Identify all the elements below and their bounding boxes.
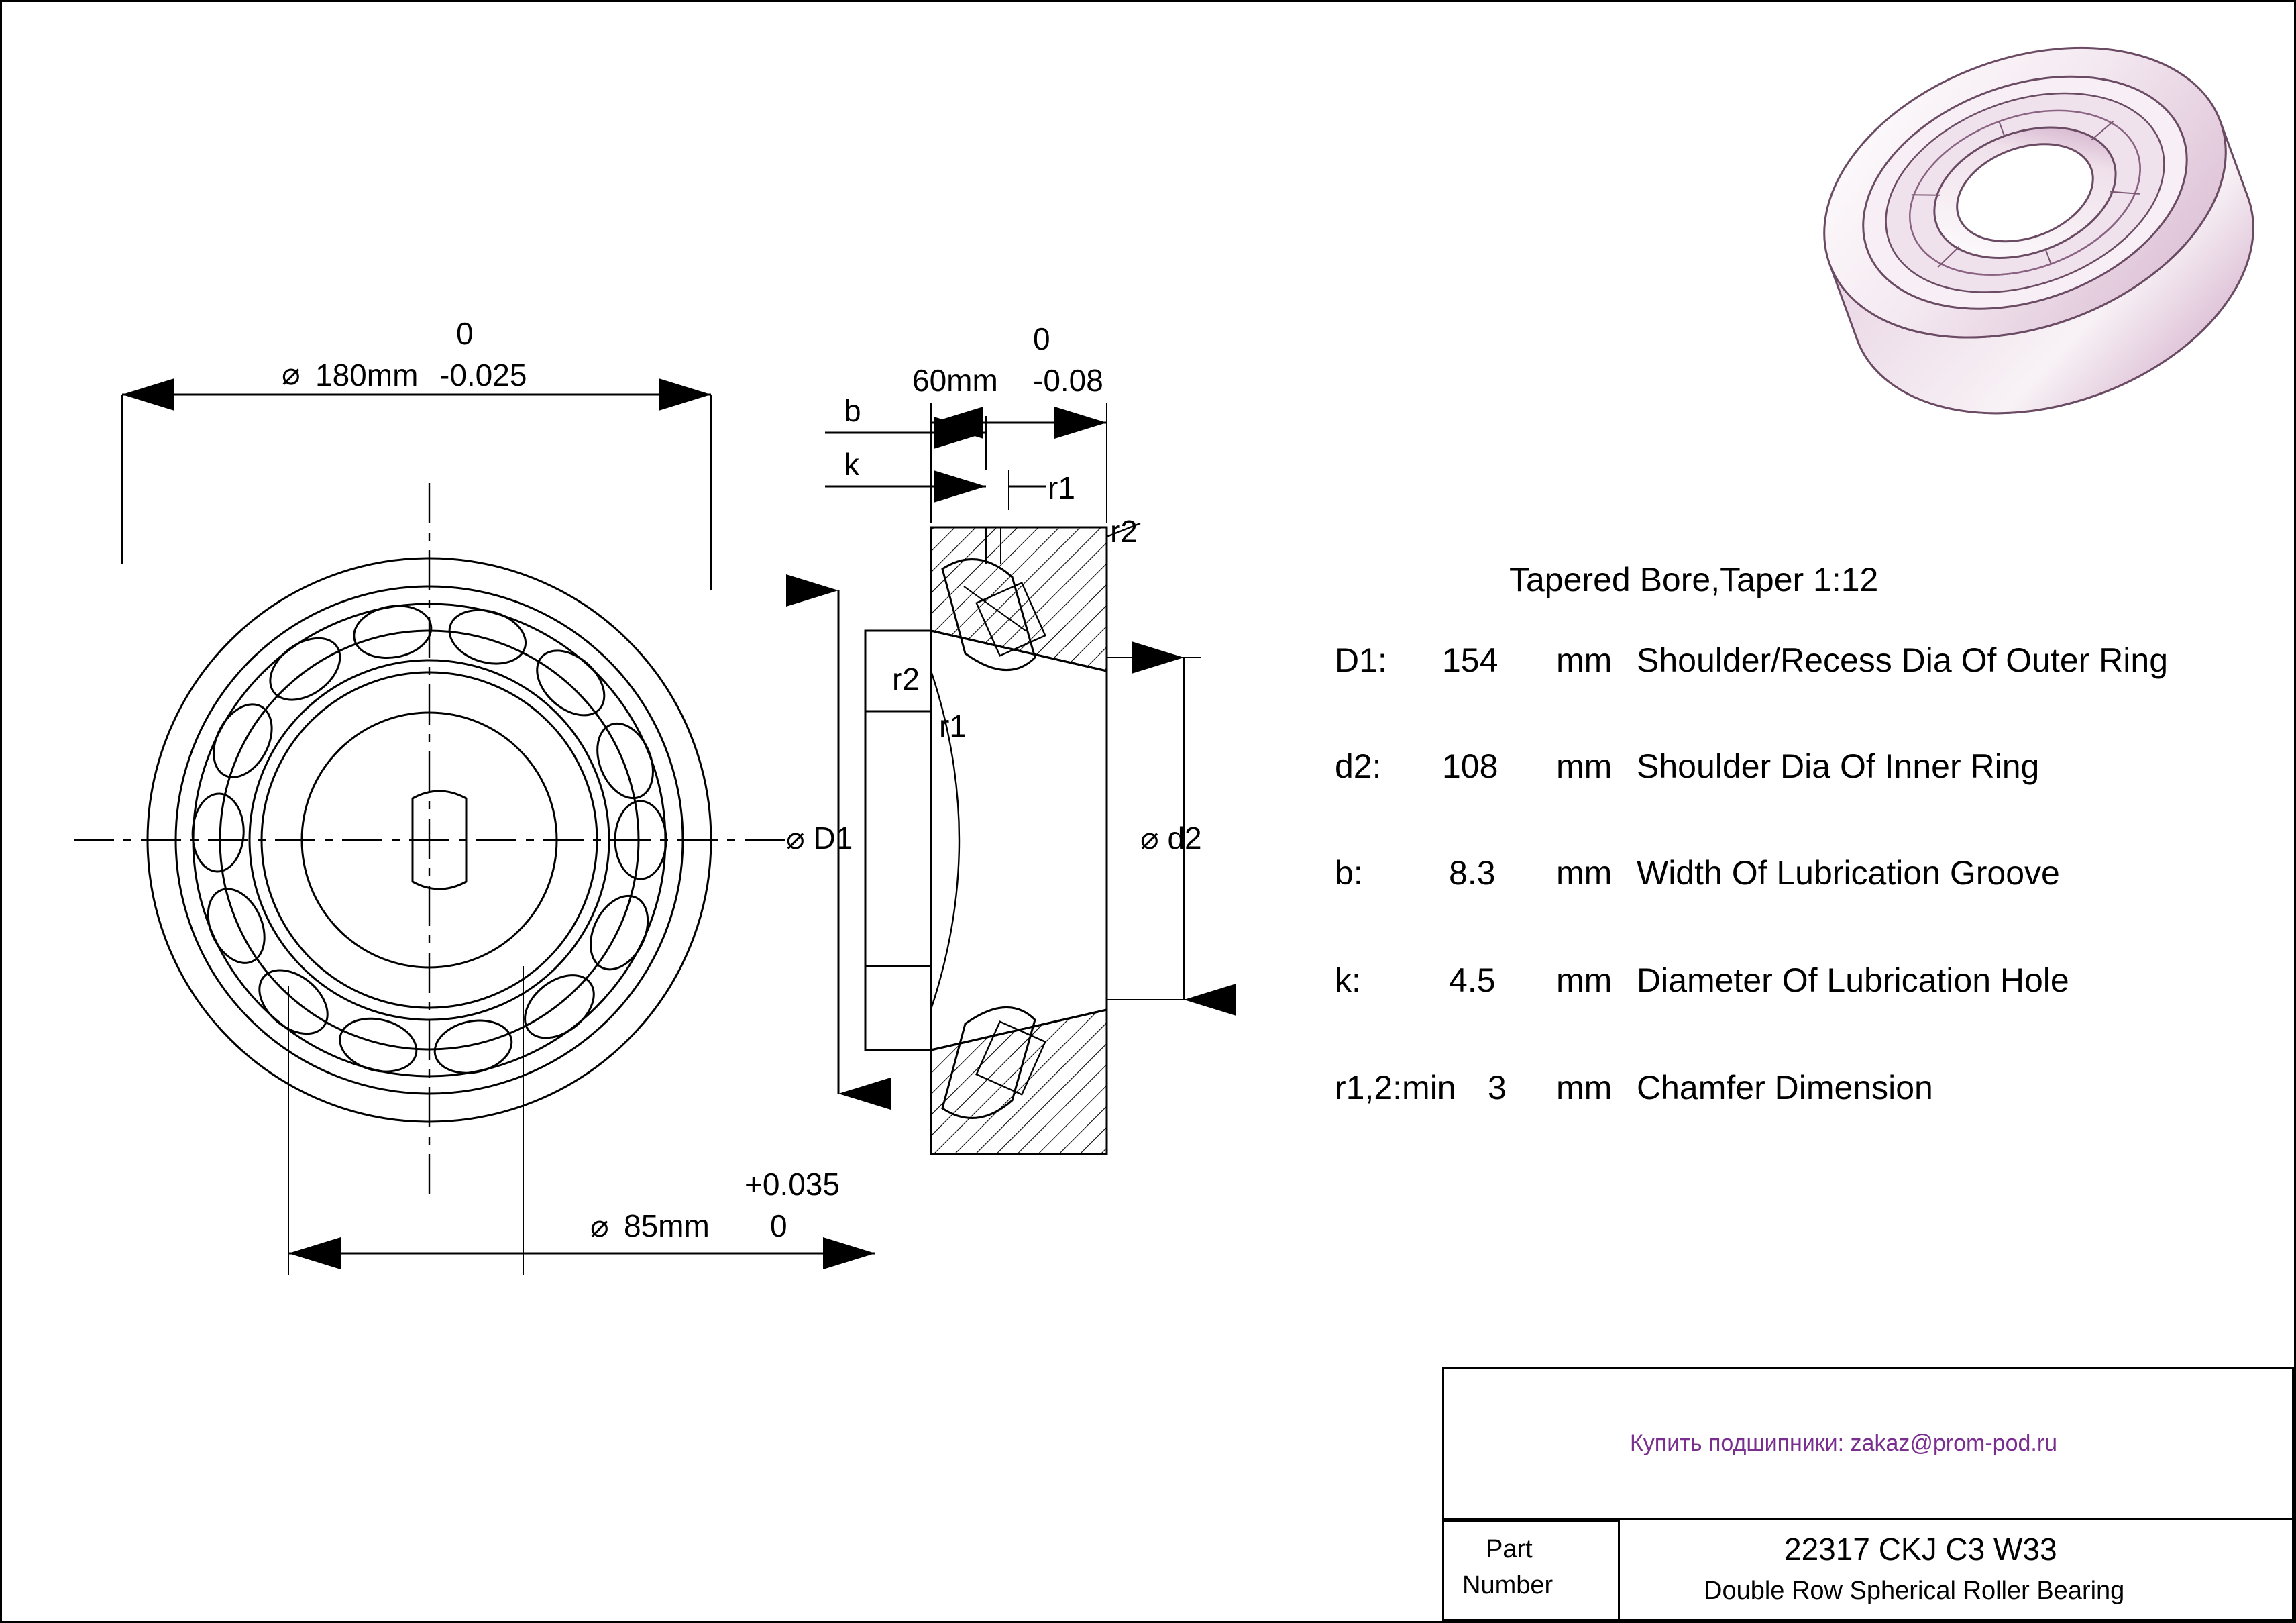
spec-desc-b: Width Of Lubrication Groove — [1637, 854, 2060, 892]
spec-value-r: 3 — [1488, 1069, 1507, 1106]
bearing-3d-render — [1784, 0, 2293, 466]
bore-value: 85mm — [624, 1208, 710, 1243]
callout-r1-left: r1 — [939, 709, 967, 743]
width-tol-lower: -0.08 — [1033, 363, 1103, 398]
width-value: 60mm — [912, 363, 998, 398]
bore-tol-lower: 0 — [770, 1208, 787, 1243]
callout-b: b — [844, 393, 861, 428]
spec-desc-D1: Shoulder/Recess Dia Of Outer Ring — [1637, 641, 2169, 679]
od-tol-lower: -0.025 — [439, 358, 527, 392]
callout-r1-top: r1 — [1048, 470, 1075, 505]
section-view — [865, 527, 1107, 1154]
titleblock-part-label-line1: Part — [1486, 1535, 1533, 1563]
callout-k: k — [844, 447, 859, 482]
spec-unit-d2: mm — [1556, 747, 1612, 785]
bore-diameter-symbol: ⌀ — [590, 1208, 609, 1243]
spec-desc-k: Diameter Of Lubrication Hole — [1637, 961, 2069, 999]
titleblock-contact: Купить подшипники: zakaz@prom-pod.ru — [1630, 1430, 2058, 1456]
titleblock-part-label-line2: Number — [1462, 1571, 1553, 1600]
spec-value-b: 8.3 — [1449, 854, 1496, 892]
spec-unit-r: mm — [1556, 1069, 1612, 1106]
dim-width — [931, 403, 1107, 523]
dim-D1-label: ⌀ D1 — [786, 821, 853, 855]
spec-value-D1: 154 — [1442, 641, 1498, 679]
spec-value-k: 4.5 — [1449, 961, 1496, 999]
spec-desc-d2: Shoulder Dia Of Inner Ring — [1637, 747, 2040, 785]
part-number: 22317 CKJ C3 W33 — [1784, 1532, 2057, 1567]
spec-value-d2: 108 — [1442, 747, 1498, 785]
part-description: Double Row Spherical Roller Bearing — [1704, 1577, 2125, 1605]
spec-unit-b: mm — [1556, 854, 1612, 892]
front-view — [74, 483, 788, 1201]
spec-unit-D1: mm — [1556, 641, 1612, 679]
spec-symbol-D1: D1: — [1335, 641, 1387, 679]
spec-symbol-k: k: — [1335, 961, 1361, 999]
spec-symbol-b: b: — [1335, 854, 1363, 892]
width-tol-upper: 0 — [1033, 321, 1050, 356]
bore-tol-upper: +0.035 — [745, 1167, 840, 1202]
spec-symbol-r: r1,2:min — [1335, 1069, 1456, 1106]
od-tol-upper: 0 — [456, 316, 474, 351]
callout-r2-left: r2 — [892, 662, 920, 696]
spec-unit-k: mm — [1556, 961, 1612, 999]
spec-symbol-d2: d2: — [1335, 747, 1382, 785]
od-diameter-symbol: ⌀ — [282, 356, 300, 391]
callout-r2-top: r2 — [1110, 514, 1138, 549]
dim-outer-diameter — [122, 395, 711, 590]
od-value: 180mm — [315, 358, 419, 392]
dim-d2-label: ⌀ d2 — [1140, 821, 1202, 855]
spec-desc-r: Chamfer Dimension — [1637, 1069, 1933, 1106]
spec-header: Tapered Bore,Taper 1:12 — [1509, 561, 1879, 598]
